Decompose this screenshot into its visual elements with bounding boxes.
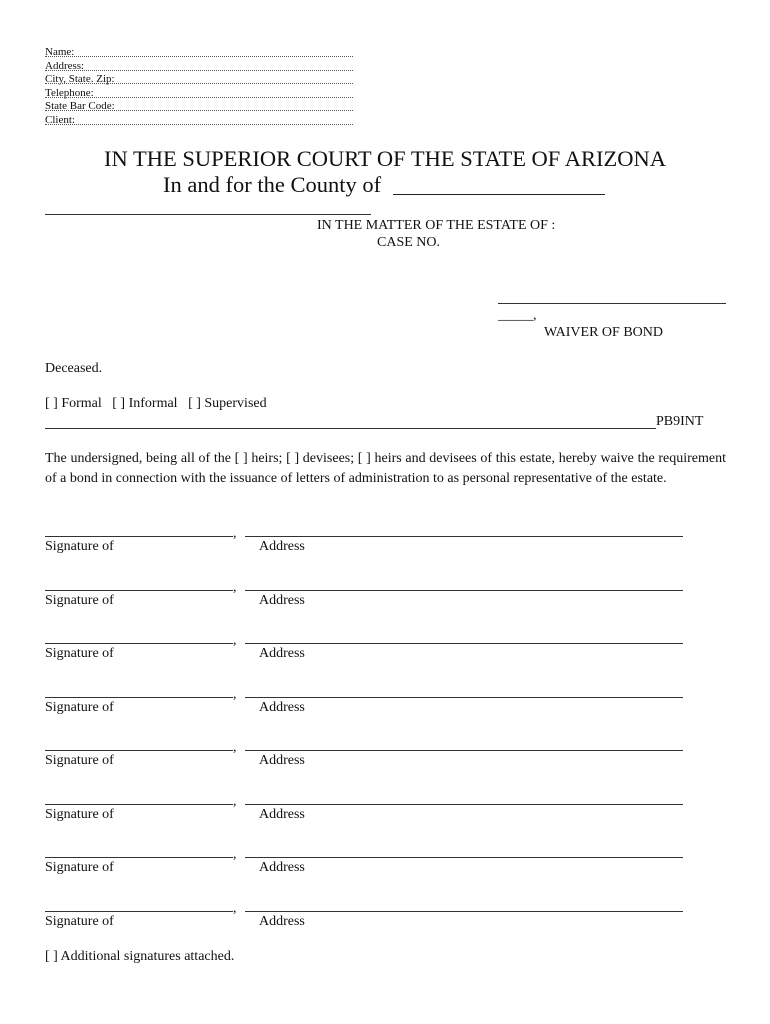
- client-field[interactable]: [45, 114, 75, 126]
- signature-line[interactable]: [45, 697, 233, 698]
- comma-mark: ,: [233, 579, 237, 595]
- signature-label: Signature of: [45, 806, 114, 822]
- signature-line[interactable]: [45, 590, 233, 591]
- comma-mark: ,: [233, 526, 237, 541]
- address-line[interactable]: [245, 804, 683, 805]
- signature-line[interactable]: [45, 804, 233, 805]
- comma-mark: ,: [233, 633, 237, 648]
- address-line[interactable]: [245, 697, 683, 698]
- address-label: Address: [259, 806, 305, 822]
- address-line[interactable]: [245, 750, 683, 751]
- case-number-line[interactable]: [498, 303, 726, 304]
- name-field-line: [45, 56, 353, 57]
- signature-line[interactable]: [45, 857, 233, 858]
- address-line[interactable]: [245, 590, 683, 591]
- signature-row[interactable]: [0, 847, 770, 910]
- telephone-field-label: Telephone:: [45, 87, 94, 99]
- form-code-rule: [45, 428, 656, 429]
- signature-label: Signature of: [45, 753, 114, 768]
- telephone-field-line: [45, 97, 353, 98]
- probate-type-options[interactable]: [ ] Formal [ ] Informal [ ] Supervised: [45, 396, 267, 411]
- state-bar-code-field-line: [45, 110, 353, 111]
- additional-signatures-checkbox[interactable]: [ ] Additional signatures attached.: [45, 949, 235, 964]
- city-state-zip-field[interactable]: [45, 73, 115, 85]
- comma-mark: ,: [233, 900, 237, 916]
- name-field[interactable]: [45, 46, 74, 58]
- address-field-label: Address:: [45, 60, 85, 72]
- address-line[interactable]: [245, 857, 683, 858]
- client-field-line: [45, 124, 353, 125]
- comma-mark: ,: [233, 847, 237, 862]
- signature-line[interactable]: [45, 911, 233, 912]
- matter-label: IN THE MATTER OF THE ESTATE OF :: [317, 218, 556, 233]
- address-label: Address: [259, 913, 305, 929]
- address-label: Address: [259, 753, 305, 768]
- state-bar-code-field[interactable]: [45, 100, 115, 112]
- city-state-zip-field-label: City, State. Zip:: [45, 73, 115, 85]
- address-line[interactable]: [245, 536, 683, 537]
- signature-label: Signature of: [45, 860, 114, 875]
- address-field-line: [45, 70, 353, 71]
- address-label: Address: [259, 646, 305, 661]
- form-code: PB9INT: [656, 414, 704, 429]
- county-blank[interactable]: [393, 194, 605, 195]
- estate-name-line[interactable]: [45, 214, 371, 215]
- form-title: WAIVER OF BOND: [544, 325, 663, 340]
- comma-mark: ,: [233, 740, 237, 755]
- signature-row[interactable]: [0, 633, 770, 696]
- telephone-field[interactable]: [45, 87, 94, 99]
- comma-mark: ,: [233, 793, 237, 809]
- signature-line[interactable]: [45, 536, 233, 537]
- signature-row[interactable]: [0, 793, 770, 857]
- signature-label: Signature of: [45, 699, 114, 715]
- state-bar-code-field-label: State Bar Code:: [45, 100, 115, 112]
- signature-row[interactable]: [0, 579, 770, 643]
- waiver-paragraph: The undersigned, being all of the [ ] heirs; [ ] devisees; [ ] heirs and devisees of this estate, hereby waive the requirement of a bond in connection with the issuance of letters of administration to as personal representative of the estate.: [45, 451, 726, 486]
- county-line: In and for the County of: [163, 172, 382, 197]
- signature-label: Signature of: [45, 539, 114, 554]
- signature-label: Signature of: [45, 913, 114, 929]
- comma-mark: ,: [233, 686, 237, 702]
- address-label: Address: [259, 699, 305, 715]
- deceased-label: Deceased.: [45, 361, 103, 376]
- signature-row[interactable]: [0, 740, 770, 803]
- signature-label: Signature of: [45, 646, 114, 661]
- client-field-label: Client:: [45, 114, 75, 126]
- signature-line[interactable]: [45, 750, 233, 751]
- court-title: IN THE SUPERIOR COURT OF THE STATE OF ARIZONA: [104, 146, 666, 171]
- signature-label: Signature of: [45, 592, 114, 608]
- signature-row[interactable]: [0, 526, 770, 589]
- address-line[interactable]: [245, 911, 683, 912]
- signature-row[interactable]: [0, 686, 770, 750]
- address-label: Address: [259, 860, 305, 875]
- address-label: Address: [259, 539, 305, 554]
- signature-line[interactable]: [45, 643, 233, 644]
- address-line[interactable]: [245, 643, 683, 644]
- address-field[interactable]: [45, 60, 84, 72]
- name-field-label: Name:: [45, 46, 75, 58]
- city-state-zip-field-line: [45, 83, 353, 84]
- case-no-label: CASE NO.: [377, 235, 441, 250]
- address-label: Address: [259, 592, 305, 608]
- blank-comma[interactable]: _____,: [498, 308, 537, 323]
